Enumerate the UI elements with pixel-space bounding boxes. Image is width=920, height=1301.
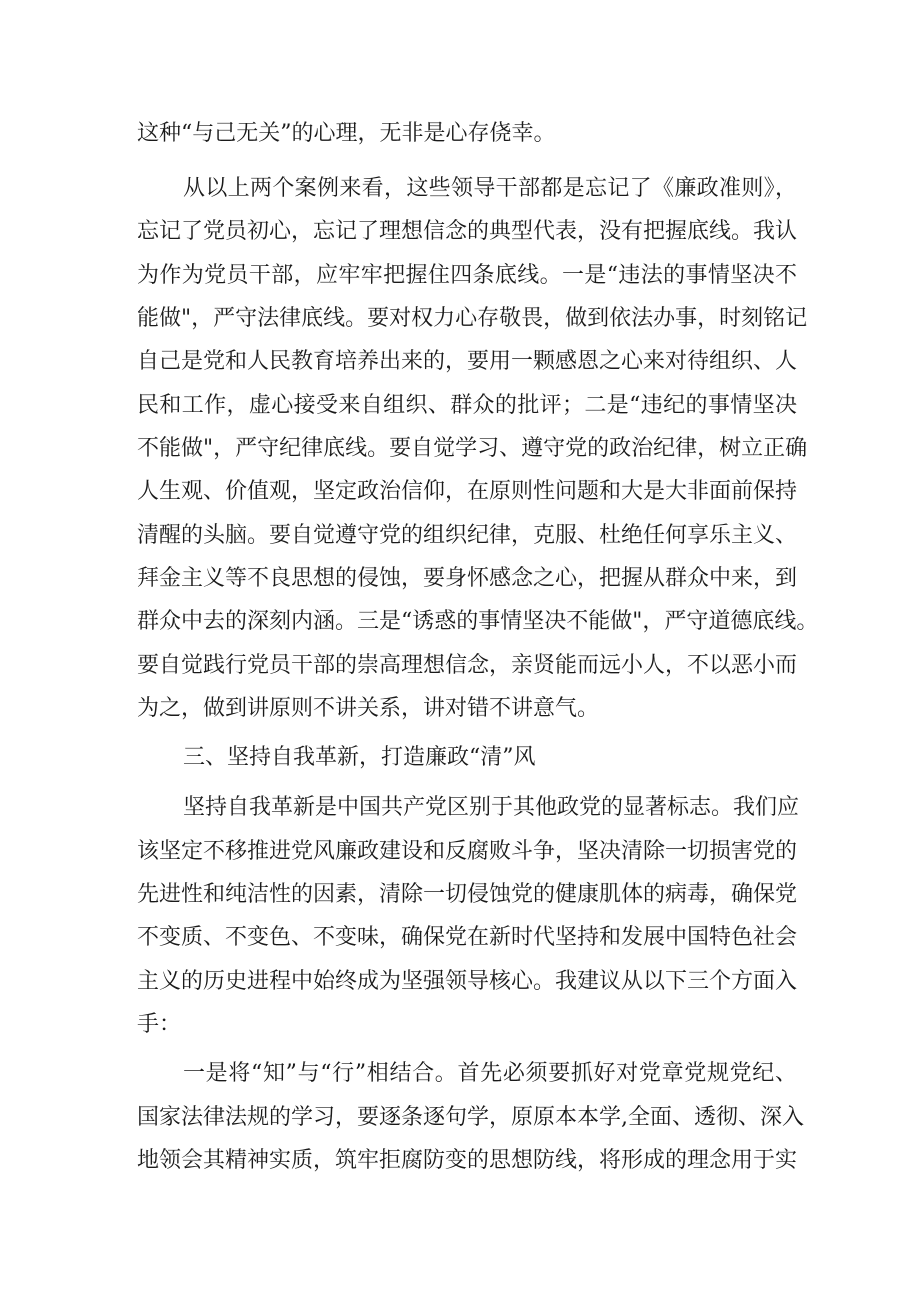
text-line: 先进性和纯洁性的因素，清除一切侵蚀党的健康肌体的病毒，确保党	[137, 882, 798, 907]
text-line: 这种“与己无关”的心理，无非是心存侥幸。	[137, 121, 556, 146]
text-line: 要自觉践行党员干部的崇高理想信念，亲贤能而远小人，不以恶小而	[137, 653, 798, 678]
text-line: 主义的历史进程中始终成为坚强领导核心。我建议从以下三个方面入	[137, 969, 798, 994]
text-line: 人生观、价值观，坚定政治信仰，在原则性问题和大是大非面前保持	[137, 479, 798, 504]
text-line: 群众中去的深刻内涵。三是“诱惑的事情坚决不能做"，严守道德底线。	[137, 609, 819, 634]
text-line: 自己是党和人民教育培养出来的，要用一颗感恩之心来对待组织、人	[137, 349, 798, 374]
text-line: 不变质、不变色、不变味，确保党在新时代坚持和发展中国特色社会	[137, 925, 798, 950]
text-line: 坚持自我革新是中国共产党区别于其他政党的显著标志。我们应	[183, 795, 800, 820]
text-line: 为之，做到讲原则不讲关系，讲对错不讲意气。	[137, 696, 600, 721]
text-line: 手：	[137, 1012, 182, 1037]
text-line: 为作为党员干部，应牢牢把握住四条底线。一是“违法的事情坚决不	[137, 263, 797, 288]
text-line: 民和工作，虚心接受来自组织、群众的批评；二是“违纪的事情坚决	[137, 393, 797, 418]
text-line: 地领会其精神实质，筑牢拒腐防变的思想防线，将形成的理念用于实	[137, 1148, 798, 1173]
text-line: 不能做"，严守纪律底线。要自觉学习、遵守党的政治纪律，树立正确	[137, 436, 808, 461]
text-line: 该坚定不移推进党风廉政建设和反腐败斗争，坚决清除一切损害党的	[137, 839, 798, 864]
text-line: 能做"，严守法律底线。要对权力心存敬畏，做到依法办事，时刻铭记	[137, 306, 808, 331]
text-line: 一是将“知”与“行”相结合。首先必须要抓好对党章党规党纪、	[183, 1061, 797, 1086]
text-line: 拜金主义等不良思想的侵蚀，要身怀感念之心，把握从群众中来，到	[137, 566, 798, 591]
text-line: 忘记了党员初心，忘记了理想信念的典型代表，没有把握底线。我认	[137, 219, 798, 244]
text-line: 从以上两个案例来看，这些领导干部都是忘记了《廉政准则》，	[183, 176, 797, 201]
text-line: 国家法律法规的学习，要逐条逐句学，原原本本学,全面、透彻、深入	[137, 1105, 804, 1130]
text-line: 清醒的头脑。要自觉遵守党的组织纪律，克服、杜绝任何享乐主义、	[137, 523, 798, 548]
section-heading: 三、坚持自我革新，打造廉政“清”风	[183, 745, 536, 770]
